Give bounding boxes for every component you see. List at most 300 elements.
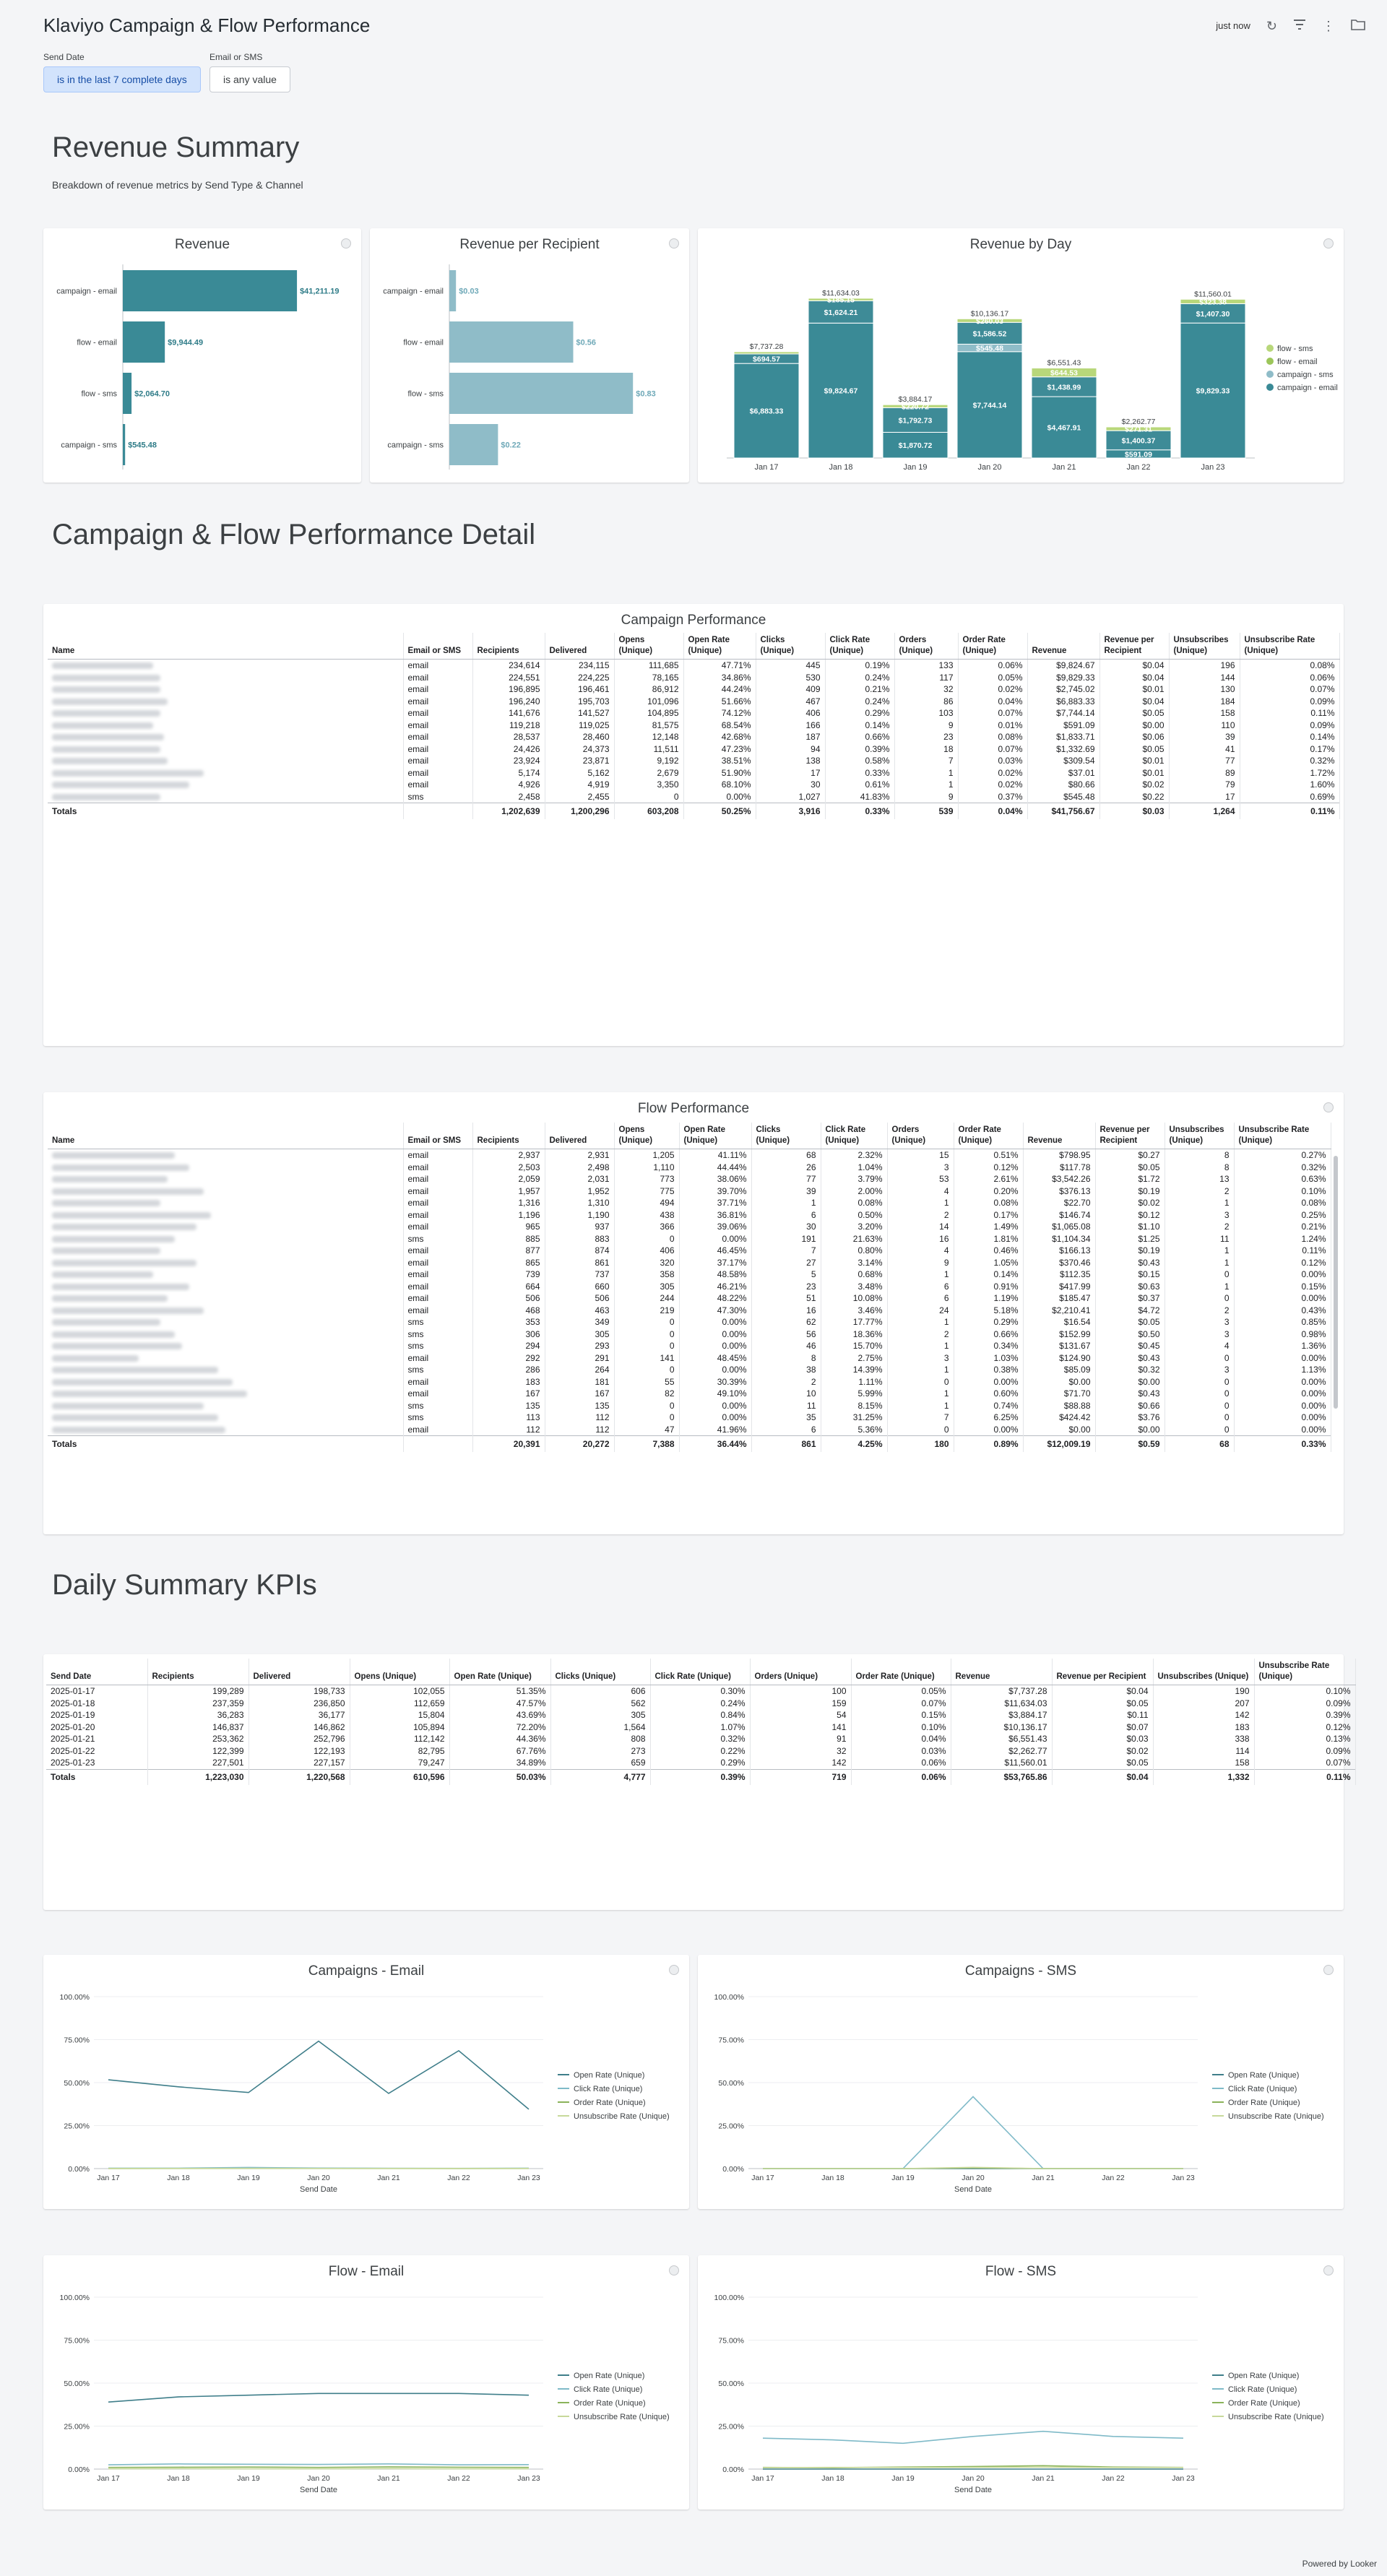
- table-row: [48, 1162, 1331, 1174]
- column-header[interactable]: Revenue per Recipient: [1095, 1123, 1165, 1149]
- column-header[interactable]: Orders (Unique): [894, 633, 958, 660]
- redacted-name: [52, 1331, 175, 1338]
- y-tick-label: 50.00%: [718, 2079, 744, 2088]
- table-cell: 74.12%: [683, 707, 756, 719]
- table-cell: $0.37: [1095, 1292, 1165, 1305]
- table-cell: 0.07%: [1240, 683, 1339, 696]
- table-cell: 293: [545, 1340, 614, 1352]
- table-cell: 39: [1169, 731, 1240, 743]
- bar: [123, 373, 131, 414]
- table-cell: 122,193: [249, 1745, 350, 1758]
- column-header[interactable]: Unsubscribes (Unique): [1165, 1123, 1234, 1149]
- table-cell: 14: [887, 1221, 954, 1233]
- table-cell: 1.07%: [650, 1721, 750, 1734]
- table-cell: 1.19%: [954, 1292, 1023, 1305]
- table-cell: 105,894: [350, 1721, 449, 1734]
- table-cell: 0.02%: [958, 779, 1027, 791]
- column-header[interactable]: Send Date: [46, 1659, 147, 1685]
- table-cell: $0.45: [1095, 1340, 1165, 1352]
- table-cell: 2: [887, 1328, 954, 1341]
- table-cell: 112,659: [350, 1698, 449, 1710]
- table-cell: 1,027: [756, 791, 825, 803]
- column-header[interactable]: Revenue per Recipient: [1099, 633, 1169, 660]
- table-cell: 2025-01-23: [46, 1757, 147, 1769]
- table-cell: 11: [751, 1400, 821, 1412]
- column-header[interactable]: Delivered: [545, 633, 614, 660]
- redacted-name: [52, 1391, 247, 1397]
- totals-cell: 68: [1165, 1436, 1234, 1452]
- table-cell: 2,031: [545, 1173, 614, 1185]
- table-cell: $2,745.02: [1027, 683, 1099, 696]
- column-header[interactable]: Name: [48, 1123, 403, 1149]
- totals-cell: 1,223,030: [147, 1769, 249, 1785]
- x-axis-title: Send Date: [300, 2185, 337, 2194]
- table-cell: 16: [751, 1305, 821, 1317]
- table-cell: 877: [472, 1245, 545, 1257]
- category-label: campaign - email: [383, 287, 444, 296]
- category-label: flow - email: [403, 338, 444, 347]
- totals-cell: 0.11%: [1240, 803, 1339, 819]
- table-cell: $4.72: [1095, 1305, 1165, 1317]
- segment-data-label: $694.57: [753, 355, 780, 364]
- section-title-kpis: Daily Summary KPIs: [52, 1569, 317, 1601]
- redacted-name: [52, 710, 160, 717]
- bar-data-label: $41,211.19: [300, 287, 340, 296]
- table-cell: 144: [1169, 672, 1240, 684]
- table-cell: 234,115: [545, 660, 614, 672]
- table-cell: 0.06%: [851, 1757, 951, 1769]
- table-cell: 47.30%: [679, 1305, 751, 1317]
- table-cell: 183: [1153, 1721, 1254, 1734]
- card-menu-icon[interactable]: [1323, 2265, 1334, 2275]
- table-cell: 47.57%: [449, 1698, 550, 1710]
- flow-email-line-chart: [43, 2284, 689, 2508]
- redacted-name: [52, 699, 168, 705]
- redacted-name: [52, 1164, 189, 1171]
- column-header[interactable]: Click Rate (Unique): [821, 1123, 887, 1149]
- table-cell: 0: [614, 1233, 679, 1245]
- card-menu-icon[interactable]: [1323, 1965, 1334, 1975]
- table-cell: $0.00: [1095, 1424, 1165, 1436]
- totals-cell: 20,272: [545, 1436, 614, 1452]
- totals-cell: 610,596: [350, 1769, 449, 1785]
- redacted-name: [52, 1260, 196, 1266]
- table-cell: 0.06%: [1240, 672, 1339, 684]
- table-cell: $166.13: [1023, 1245, 1095, 1257]
- legend-label: Unsubscribe Rate (Unique): [1228, 2112, 1324, 2121]
- table-cell: 0.00%: [1234, 1400, 1331, 1412]
- column-header[interactable]: Recipients: [147, 1659, 249, 1685]
- table-cell: 530: [756, 672, 825, 684]
- table-cell: 294: [472, 1340, 545, 1352]
- card-menu-icon[interactable]: [669, 238, 679, 248]
- column-header[interactable]: Recipients: [472, 633, 545, 660]
- totals-cell: 603,208: [614, 803, 683, 819]
- table-cell: 23,871: [545, 755, 614, 767]
- table-cell: 18: [894, 743, 958, 756]
- blurred-name-cell: [48, 1185, 403, 1198]
- table-cell: 227,157: [249, 1757, 350, 1769]
- table-cell: 17.77%: [821, 1316, 887, 1328]
- column-header[interactable]: Click Rate (Unique): [825, 633, 894, 660]
- table-cell: $6,551.43: [951, 1733, 1052, 1745]
- category-label: campaign - email: [56, 287, 117, 296]
- table-cell: 4,926: [472, 779, 545, 791]
- table-cell: $117.78: [1023, 1162, 1095, 1174]
- table-cell: 237,359: [147, 1698, 249, 1710]
- table-cell: 467: [756, 696, 825, 708]
- column-header[interactable]: Orders (Unique): [750, 1659, 851, 1685]
- blurred-name-cell: [48, 719, 403, 732]
- table-cell: 1.24%: [1234, 1233, 1331, 1245]
- table-cell: 5: [751, 1268, 821, 1281]
- column-header[interactable]: Opens (Unique): [614, 633, 683, 660]
- table-cell: 1.04%: [821, 1162, 887, 1174]
- column-header[interactable]: Order Rate (Unique): [958, 633, 1027, 660]
- table-row: [48, 1412, 1331, 1424]
- column-header[interactable]: Order Rate (Unique): [851, 1659, 951, 1685]
- column-header[interactable]: Orders (Unique): [887, 1123, 954, 1149]
- table-cell: 30: [751, 1221, 821, 1233]
- table-cell: 0.39%: [825, 743, 894, 756]
- table-scrollbar[interactable]: [1334, 1156, 1338, 1409]
- segment-data-label: $323.38: [1199, 298, 1227, 307]
- category-label: flow - sms: [407, 389, 444, 399]
- table-cell: $0.00: [1099, 719, 1169, 732]
- table-cell: 0.32%: [650, 1733, 750, 1745]
- table-cell: 77: [1169, 755, 1240, 767]
- column-header[interactable]: Name: [48, 633, 403, 660]
- column-header[interactable]: Revenue: [951, 1659, 1052, 1685]
- column-header[interactable]: Revenue: [1027, 633, 1099, 660]
- table-cell: 883: [545, 1233, 614, 1245]
- powered-by-text: Powered by: [1302, 2559, 1348, 2569]
- table-cell: 305: [545, 1328, 614, 1341]
- table-cell: 24: [887, 1305, 954, 1317]
- table-cell: 55: [614, 1376, 679, 1388]
- table-row: [48, 1245, 1331, 1257]
- table-cell: 1: [1165, 1257, 1234, 1269]
- table-cell: 0.10%: [1254, 1685, 1355, 1698]
- table-cell: $0.02: [1099, 779, 1169, 791]
- column-header[interactable]: Email or SMS: [403, 633, 472, 660]
- table-row: [46, 1698, 1355, 1710]
- table-cell: $3,884.17: [951, 1709, 1052, 1721]
- bar: [449, 373, 633, 414]
- table-cell: 463: [545, 1305, 614, 1317]
- column-header[interactable]: Revenue: [1023, 1123, 1095, 1149]
- table-row: [48, 1340, 1331, 1352]
- refresh-icon[interactable]: ↻: [1266, 18, 1277, 33]
- column-header[interactable]: Open Rate (Unique): [449, 1659, 550, 1685]
- x-tick-label: Jan 18: [167, 2174, 190, 2182]
- table-cell: 158: [1153, 1757, 1254, 1769]
- table-cell: 36,283: [147, 1709, 249, 1721]
- table-cell: 737: [545, 1268, 614, 1281]
- table-cell: email: [403, 1209, 472, 1222]
- table-cell: 445: [756, 660, 825, 672]
- table-cell: $1.10: [1095, 1221, 1165, 1233]
- table-cell: $0.01: [1099, 767, 1169, 779]
- x-tick-label: Jan 18: [821, 2174, 844, 2182]
- table-cell: 0: [1165, 1388, 1234, 1400]
- table-cell: 0.98%: [1234, 1328, 1331, 1341]
- table-cell: 7: [887, 1412, 954, 1424]
- table-cell: 0.29%: [825, 707, 894, 719]
- column-header[interactable]: Open Rate (Unique): [683, 633, 756, 660]
- totals-cell: 1,264: [1169, 803, 1240, 819]
- legend-label: flow - sms: [1277, 345, 1313, 353]
- card-menu-icon[interactable]: [341, 238, 351, 248]
- table-cell: 252,796: [249, 1733, 350, 1745]
- column-header[interactable]: Unsubscribes (Unique): [1153, 1659, 1254, 1685]
- table-cell: 0.46%: [954, 1245, 1023, 1257]
- table-cell: $0.63: [1095, 1281, 1165, 1293]
- table-cell: 1.13%: [1234, 1364, 1331, 1376]
- segment-data-label: $644.53: [1050, 368, 1078, 378]
- line-chart-card: [43, 2255, 689, 2510]
- table-cell: 219: [614, 1305, 679, 1317]
- bar-data-label: $2,064.70: [134, 389, 170, 399]
- table-cell: $0.05: [1095, 1316, 1165, 1328]
- table-cell: $152.99: [1023, 1328, 1095, 1341]
- table-cell: 8: [1165, 1149, 1234, 1162]
- column-header[interactable]: Recipients: [472, 1123, 545, 1149]
- table-cell: email: [403, 1305, 472, 1317]
- table-cell: 0: [887, 1376, 954, 1388]
- totals-row: [48, 1436, 1331, 1452]
- looker-logo: Looker: [1350, 2559, 1377, 2569]
- filter-icon[interactable]: [1293, 19, 1306, 33]
- table-cell: 0.27%: [1234, 1149, 1331, 1162]
- table-cell: $370.46: [1023, 1257, 1095, 1269]
- table-cell: 31.25%: [821, 1412, 887, 1424]
- table-cell: 5.99%: [821, 1388, 887, 1400]
- chart-title: Revenue by Day: [969, 237, 1072, 252]
- filter-send-date-pill[interactable]: is in the last 7 complete days: [43, 66, 201, 92]
- table-cell: 0: [614, 1400, 679, 1412]
- filter-email-or-sms-pill[interactable]: is any value: [209, 66, 290, 92]
- y-tick-label: 25.00%: [64, 2422, 90, 2432]
- column-header[interactable]: Delivered: [249, 1659, 350, 1685]
- column-header[interactable]: Revenue per Recipient: [1052, 1659, 1153, 1685]
- table-cell: sms: [403, 791, 472, 803]
- table-cell: 141,527: [545, 707, 614, 719]
- column-header[interactable]: Opens (Unique): [614, 1123, 679, 1149]
- y-tick-label: 75.00%: [64, 2336, 90, 2346]
- table-cell: 1: [894, 767, 958, 779]
- table-cell: $3.76: [1095, 1412, 1165, 1424]
- bar-data-label: $545.48: [128, 441, 157, 450]
- table-cell: 0.08%: [1234, 1197, 1331, 1209]
- table-cell: 0.07%: [1254, 1757, 1355, 1769]
- totals-cell: 36.44%: [679, 1436, 751, 1452]
- campaign-performance-card: [43, 604, 1344, 1046]
- table-cell: 86: [894, 696, 958, 708]
- table-cell: 0.60%: [954, 1388, 1023, 1400]
- more-vert-icon[interactable]: ⋮: [1322, 18, 1335, 33]
- x-axis-title: Send Date: [954, 2185, 992, 2194]
- table-cell: 0.12%: [954, 1162, 1023, 1174]
- table-cell: 358: [614, 1268, 679, 1281]
- column-header[interactable]: Clicks (Unique): [550, 1659, 650, 1685]
- table-cell: 0: [614, 1316, 679, 1328]
- redacted-name: [52, 1343, 182, 1349]
- table-cell: 0.00%: [679, 1400, 751, 1412]
- table-cell: 3,350: [614, 779, 683, 791]
- table-cell: 244: [614, 1292, 679, 1305]
- card-menu-icon[interactable]: [1323, 1102, 1334, 1112]
- table-cell: 15.70%: [821, 1340, 887, 1352]
- table-cell: 0.24%: [825, 696, 894, 708]
- table-cell: 0.05%: [958, 672, 1027, 684]
- table-cell: $0.05: [1099, 707, 1169, 719]
- table-cell: $0.66: [1095, 1400, 1165, 1412]
- column-header[interactable]: Unsubscribe Rate (Unique): [1254, 1659, 1355, 1685]
- table-cell: 2,498: [545, 1162, 614, 1174]
- table-cell: $0.02: [1095, 1197, 1165, 1209]
- table-cell: 38.06%: [679, 1173, 751, 1185]
- table-cell: 11: [1165, 1233, 1234, 1245]
- table-cell: 34.86%: [683, 672, 756, 684]
- table-cell: 0.33%: [825, 767, 894, 779]
- table-cell: 1,205: [614, 1149, 679, 1162]
- table-cell: 48.58%: [679, 1268, 751, 1281]
- card-menu-icon[interactable]: [1323, 238, 1334, 248]
- column-header[interactable]: Order Rate (Unique): [954, 1123, 1023, 1149]
- x-tick-label: Jan 21: [1032, 2474, 1055, 2483]
- table-cell: 46: [751, 1340, 821, 1352]
- table-cell: email: [403, 755, 472, 767]
- table-cell: 39.70%: [679, 1185, 751, 1198]
- table-cell: 0.19%: [825, 660, 894, 672]
- table-cell: 2.75%: [821, 1352, 887, 1365]
- segment-data-label: $6,883.33: [749, 407, 784, 416]
- table-cell: email: [403, 1162, 472, 1174]
- table-cell: $1,332.69: [1027, 743, 1099, 756]
- x-tick-label: Jan 20: [307, 2474, 330, 2483]
- column-header[interactable]: Unsubscribes (Unique): [1169, 633, 1240, 660]
- column-header[interactable]: Opens (Unique): [350, 1659, 449, 1685]
- table-cell: 2: [751, 1376, 821, 1388]
- table-cell: email: [403, 683, 472, 696]
- segment-data-label: $185.15: [827, 295, 855, 305]
- table-cell: 77: [751, 1173, 821, 1185]
- column-header[interactable]: Clicks (Unique): [756, 633, 825, 660]
- redacted-name: [52, 1176, 168, 1183]
- table-cell: 0.00%: [679, 1233, 751, 1245]
- table-cell: 291: [545, 1352, 614, 1365]
- column-header[interactable]: Unsubscribe Rate (Unique): [1240, 633, 1339, 660]
- filter-label: Email or SMS: [209, 52, 263, 62]
- section-subtitle-revenue: Breakdown of revenue metrics by Send Type & Channel: [52, 179, 303, 191]
- table-cell: $0.05: [1095, 1162, 1165, 1174]
- x-tick-label: Jan 19: [891, 2474, 915, 2483]
- column-header[interactable]: Email or SMS: [403, 1123, 472, 1149]
- redacted-name: [52, 758, 168, 764]
- redacted-name: [52, 1284, 189, 1290]
- column-header[interactable]: Unsubscribe Rate (Unique): [1234, 1123, 1331, 1149]
- table-cell: 0.14%: [954, 1268, 1023, 1281]
- segment-data-label: $271.31: [1125, 425, 1152, 434]
- column-header[interactable]: Open Rate (Unique): [679, 1123, 751, 1149]
- folder-icon[interactable]: [1351, 19, 1365, 33]
- totals-cell: 1,202,639: [472, 803, 545, 819]
- bar: [123, 321, 165, 363]
- table-cell: 3.20%: [821, 1221, 887, 1233]
- table-cell: 0.66%: [825, 731, 894, 743]
- table-cell: 0.39%: [1254, 1709, 1355, 1721]
- table-cell: 23: [751, 1281, 821, 1293]
- table-cell: $545.48: [1027, 791, 1099, 803]
- table-cell: 41.96%: [679, 1424, 751, 1436]
- table-row: [48, 1197, 1331, 1209]
- blurred-name-cell: [48, 1352, 403, 1365]
- y-tick-label: 0.00%: [722, 2165, 744, 2174]
- blurred-name-cell: [48, 672, 403, 684]
- table-cell: 4: [887, 1245, 954, 1257]
- blurred-name-cell: [48, 1281, 403, 1293]
- table-cell: 0: [1165, 1412, 1234, 1424]
- column-header[interactable]: Delivered: [545, 1123, 614, 1149]
- table-cell: 1: [887, 1364, 954, 1376]
- revenue-bar-chart: [43, 257, 361, 474]
- y-tick-label: 100.00%: [714, 2294, 744, 2302]
- table-cell: $424.42: [1023, 1412, 1095, 1424]
- blurred-name-cell: [48, 755, 403, 767]
- x-tick-label: Jan 23: [1201, 463, 1225, 472]
- x-tick-label: Jan 22: [447, 2474, 470, 2483]
- table-cell: 5,174: [472, 767, 545, 779]
- table-cell: 1: [1165, 1281, 1234, 1293]
- table-cell: 2.00%: [821, 1185, 887, 1198]
- x-axis-title: Send Date: [300, 2486, 337, 2494]
- card-menu-icon[interactable]: [669, 2265, 679, 2275]
- table-cell: sms: [403, 1412, 472, 1424]
- table-cell: 119,025: [545, 719, 614, 732]
- series-line: [763, 2467, 1183, 2468]
- x-tick-label: Jan 20: [962, 2174, 985, 2182]
- table-cell: 0.68%: [821, 1268, 887, 1281]
- x-tick-label: Jan 21: [1052, 463, 1076, 472]
- table-cell: 2,679: [614, 767, 683, 779]
- blurred-name-cell: [48, 767, 403, 779]
- segment-data-label: $1,792.73: [898, 416, 933, 425]
- legend-label: flow - email: [1277, 358, 1318, 366]
- table-cell: 227,501: [147, 1757, 249, 1769]
- blurred-name-cell: [48, 791, 403, 803]
- table-cell: 0.00%: [679, 1340, 751, 1352]
- redacted-name: [52, 782, 189, 788]
- column-header[interactable]: Clicks (Unique): [751, 1123, 821, 1149]
- table-cell: 4: [1165, 1340, 1234, 1352]
- table-cell: 0: [614, 1340, 679, 1352]
- column-header[interactable]: Click Rate (Unique): [650, 1659, 750, 1685]
- table-cell: 39.06%: [679, 1221, 751, 1233]
- table-cell: $16.54: [1023, 1316, 1095, 1328]
- y-tick-label: 25.00%: [718, 2122, 744, 2131]
- card-menu-icon[interactable]: [669, 1965, 679, 1975]
- table-cell: 82: [614, 1388, 679, 1400]
- table-cell: 773: [614, 1173, 679, 1185]
- table-cell: $591.09: [1027, 719, 1099, 732]
- series-line: [108, 2467, 529, 2468]
- table-cell: 183: [472, 1376, 545, 1388]
- legend-label: Click Rate (Unique): [1228, 2085, 1297, 2093]
- table-cell: 0.10%: [1234, 1185, 1331, 1198]
- table-cell: 0.00%: [1234, 1352, 1331, 1365]
- table-cell: 62: [751, 1316, 821, 1328]
